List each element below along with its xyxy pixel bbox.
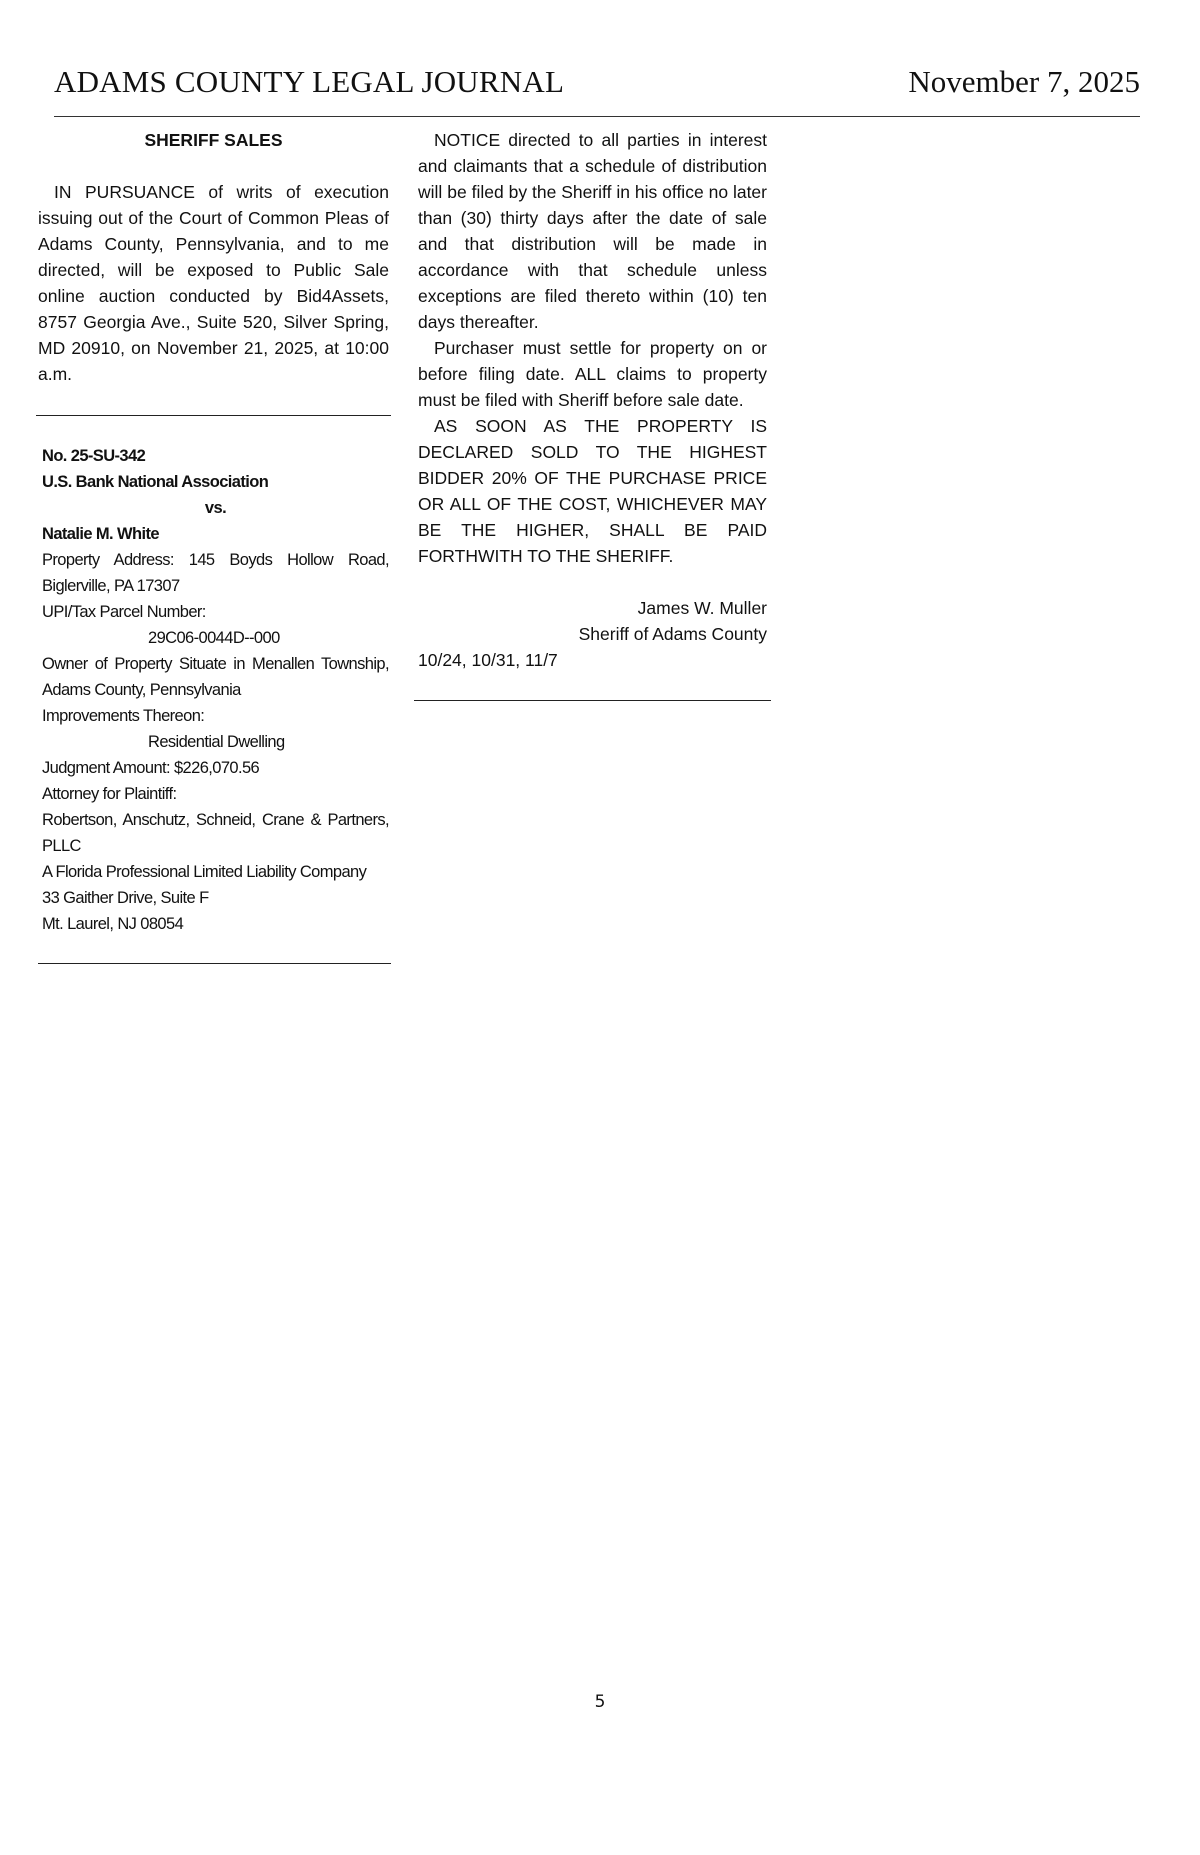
case-listing — [42, 443, 389, 937]
defendant-name: Natalie M. White — [42, 525, 159, 543]
masthead — [54, 64, 1140, 117]
intro-paragraph: IN PURSUANCE of writs of execution issuing out of the Court of Common Pleas of Adams County, Pennsylvania, and to me directed, will be exposed to Public Sale online auction conducted by Bid4Assets, 8757 Georgia Ave., Suite 520, Silver Spring, MD 20910, on November 21, 2025, at 10:00 a.m. — [38, 182, 389, 384]
versus-label: vs. — [204, 499, 227, 517]
divider-rule — [36, 415, 391, 416]
plaintiff-name: U.S. Bank National Association — [42, 473, 269, 491]
publication-title: ADAMS COUNTY LEGAL JOURNAL — [54, 64, 565, 99]
notice-paragraph: NOTICE directed to all parties in interest and claimants that a schedule of distribution will be filed by the Sheriff in his office no later than (30) thirty days after the date of sale and that distribution will be made in accordance with that schedule unless exceptions are filed thereto within (10) ten days thereafter. — [418, 130, 767, 332]
issue-date: November 7, 2025 — [908, 64, 1140, 99]
signer-title: Sheriff of Adams County — [578, 624, 767, 644]
attorney-city: Mt. Laurel, NJ 08054 — [42, 915, 184, 933]
section-title: SHERIFF SALES — [144, 130, 283, 150]
case-number: No. 25-SU-342 — [42, 447, 146, 465]
attorney-description: A Florida Professional Limited Liability Company — [42, 863, 367, 881]
attorney-firm: Robertson, Anschutz, Schneid, Crane & Partners, PLLC — [42, 811, 389, 855]
purchaser-paragraph: Purchaser must settle for property on or before filing date. ALL claims to property must be filed with Sheriff before sale date. — [418, 338, 767, 410]
attorney-label: Attorney for Plaintiff: — [42, 785, 177, 803]
left-column — [38, 127, 389, 387]
judgment-amount: Judgment Amount: $226,070.56 — [42, 759, 260, 777]
attorney-street: 33 Gaither Drive, Suite F — [42, 889, 209, 907]
property-address: Property Address: 145 Boyds Hollow Road, Biglerville, PA 17307 — [42, 551, 389, 595]
parcel-label: UPI/Tax Parcel Number: — [42, 603, 206, 621]
page-number: 5 — [594, 1692, 606, 1712]
run-dates: 10/24, 10/31, 11/7 — [418, 650, 558, 670]
parcel-number: 29C06-0044D--000 — [148, 629, 280, 647]
divider-rule — [38, 963, 391, 964]
owner-line: Owner of Property Situate in Menallen Township, Adams County, Pennsylvania — [42, 655, 389, 699]
improvements-value: Residential Dwelling — [148, 733, 285, 751]
payment-paragraph: AS SOON AS THE PROPERTY IS DECLARED SOLD TO THE HIGHEST BIDDER 20% OF THE PURCHASE PRICE OR ALL OF THE COST, WHICHEVER MAY BE THE HIGHER, SHALL BE PAID FORTHWITH TO THE SHERIFF. — [418, 416, 767, 566]
right-column — [418, 127, 767, 673]
divider-rule — [414, 700, 771, 701]
signer-name: James W. Muller — [637, 598, 767, 618]
improvements-label: Improvements Thereon: — [42, 707, 205, 725]
